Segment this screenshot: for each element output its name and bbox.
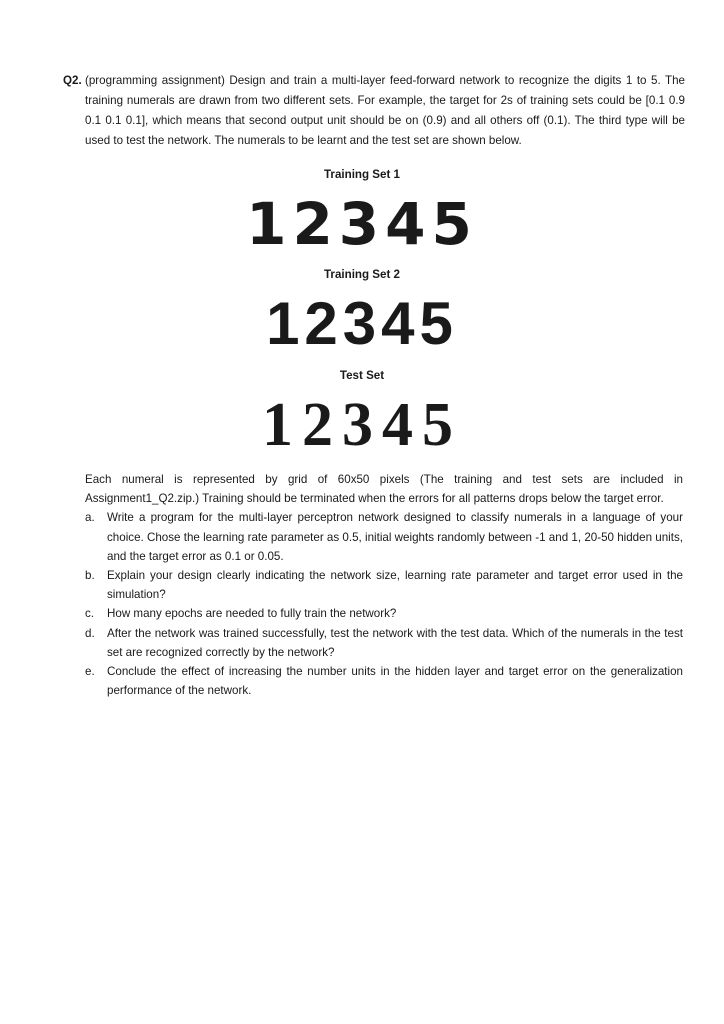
question-block	[63, 71, 685, 151]
task-text: After the network was trained successfully, test the network with the test data. Which of the numerals in the test set are recognized correctly by the network?	[107, 626, 683, 659]
test-set	[0, 368, 724, 459]
task-item-a	[85, 508, 683, 566]
task-letter: e.	[85, 665, 95, 679]
assignment-body	[85, 470, 683, 700]
training-set-2	[0, 267, 724, 357]
task-text: Explain your design clearly indicating the network size, learning rate parameter and target error used in the simulation?	[107, 569, 683, 602]
task-letter: a.	[85, 511, 95, 525]
task-text: Write a program for the multi-layer perceptron network designed to classify numerals in a language of your choice. Chose the learning rate parameter as 0.5, initial weights randomly between -1 and 1, 20-50 hidden units, and the target error as 0.1 or 0.05.	[107, 511, 683, 563]
training-set-1-title: Training Set 1	[323, 168, 401, 181]
question-line	[63, 71, 685, 151]
task-text: How many epochs are needed to fully train the network?	[107, 607, 397, 621]
task-list	[85, 508, 683, 700]
task-letter: b.	[85, 569, 95, 583]
training-set-1	[0, 167, 724, 258]
training-set-2-digits: 12345	[266, 290, 458, 357]
task-letter: c.	[85, 607, 95, 621]
task-item-d	[85, 624, 683, 662]
task-item-b	[85, 566, 683, 604]
task-item-c	[85, 604, 683, 623]
question-intro: (programming assignment) Design and train a multi-layer feed-forward network to recognize the digits 1 to 5. The training numerals are drawn from two different sets. For example, the target for 2s of training sets could be [0.1 0.9 0.1 0.1 0.1], which means that second output unit should be on (0.9) and all others off (0.1). The third type will be used to test the network. The numerals to be learnt and the test set are shown below.	[85, 74, 685, 147]
test-set-digits: 12345	[262, 391, 462, 459]
task-letter: d.	[85, 626, 95, 640]
task-item-e	[85, 662, 683, 700]
training-set-2-title: Training Set 2	[323, 268, 401, 281]
task-text: Conclude the effect of increasing the number units in the hidden layer and target error on the generalization performance of the network.	[107, 665, 683, 698]
training-set-1-digits: 12345	[246, 190, 478, 258]
question-number: Q2.	[63, 74, 82, 87]
description-paragraph: Each numeral is represented by grid of 60x50 pixels (The training and test sets are included in Assignment1_Q2.zip.) Training should be terminated when the errors for all patterns drops below the target error.	[85, 473, 683, 506]
test-set-title: Test Set	[339, 369, 385, 382]
